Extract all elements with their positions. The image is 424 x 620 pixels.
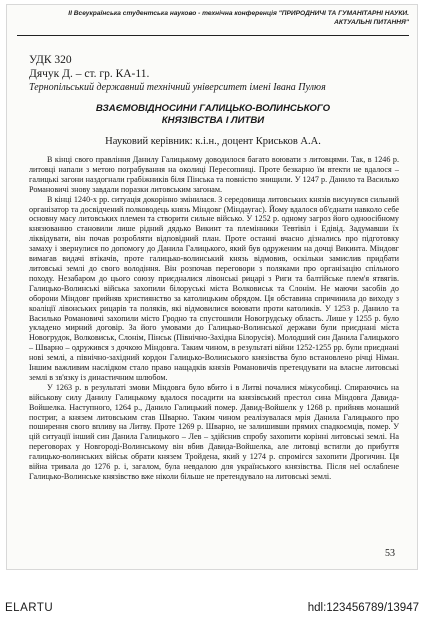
title-line-2: КНЯЗІВСТВА І ЛИТВИ <box>161 115 265 126</box>
article-body <box>29 155 399 482</box>
author-line: Дячук Д. – ст. гр. КА-11. <box>29 68 150 80</box>
page-number: 53 <box>385 548 395 559</box>
conference-banner <box>17 7 409 36</box>
banner-line-2: АКТУАЛЬНІ ПИТАННЯ" <box>334 18 409 26</box>
udk-code: УДК 320 <box>29 54 72 66</box>
affiliation: Тернопільський державний технічний університет імені Івана Пулюя <box>29 82 326 93</box>
repository-name: ELARTU <box>5 602 54 614</box>
banner-line-1: II Всеукраїнська студентська науково - технічна конференція "ПРИРОДНИЧІ ТА ГУМАНІТАРНІ НАУКИ. <box>68 10 409 17</box>
supervisor-line: Науковий керівник: к.і.н., доцент Криськов А.А. <box>105 136 321 147</box>
paper-page <box>6 4 418 570</box>
paragraph-1: В кінці свого правління Данилу Галицькому доводилося багато воювати з литовцями. Так, в 1246 р. литовці напали з метою пограбування на околиці Пересопниці. Проте безкарно їм втекти не вдалося – галицькі загони наздогнали грабіжників біля Пінська та повністю знищили. У 1247 р. Данило та Василько Романовичі знову завдали поразки литовським загонам. <box>29 155 399 194</box>
paragraph-3: У 1263 р. в результаті змови Міндовга було вбито і в Литві почалися міжусобиці. Спираючись на військову силу Данилу Галицькому вдалося посадити на князівський престол сина Міндовга Давида-Войшелка. Наступного, 1264 р., Данило Галицький помер. Давид-Войшелк у 1268 р. прийняв монаший постриг, а князем литовським став Шварно. Таким чином реалізувалася мрія Данила Галицького про поширення свого впливу на Литву. Проте 1269 р. Шварно, не залишивши прямих спадкоємців, помер. У цій ситуації інший син Данила Галицького – Лев – здійснив спробу захопити корінні литовські землі. На переговорах у Новгороді-Волинському він вбив Давида-Войшелка, але литовці встигли до прибуття галицько-волинських військ обрати князем Тройдена, який у 1274 р. спромігся захопити Дрогичин. Ця війна тривала до 1276 р. і, загалом, була невдалою для українського князівства. Після неї ослаблене Галицько-Волинське князівство вже ніколи більше не претендувало на литовські землі. <box>29 382 399 481</box>
article-header <box>29 53 399 94</box>
handle-id: hdl:123456789/13947 <box>307 602 419 614</box>
repository-footer <box>0 598 424 620</box>
title-line-1: ВЗАЄМОВІДНОСИНИ ГАЛИЦЬКО-ВОЛИНСЬКОГО <box>95 103 331 114</box>
paragraph-2: В кінці 1240-х рр. ситуація докорінно змінилася. З середовища литовських князів висунувся сильний організатор та досвідчений полководець князь Міндовг (Міндаугас). Йому вдалося об'єднати навколо себе основну масу литовських племен та створити сильне військо. У 1252 р. одному загроз його одноосібному князюванню становили лише рідний дядько Викинт та племінники Тевтівіл і Едівід. Задумавши їх ліквідувати, він почав розробляти відповідний план. Проте останні вчасно дізнались про підготовку замаху і звернулися по допомогу до Данила Галицького, який був одруженим на дочці Викинта. Міндовг вимагав видачі втікачів, проте галицько-волинський князь відмовив, оскільки замислив придбати литовські землі до свого володіння. Він розпочав переговори з поляками про організацію спільного походу. Незабаром до цього союзу приєдналися лівонські рицарі з Риги та балтійське плем'я ятвягів. Галицько-Волинські війська захопили білоруські міста Волковиськ та Слонім. Не маючи засобів до оборони Міндовг прийняв християнство за католицьким обрядом. Ця обставина спричинила до виходу з коаліції лівонських рицарів та поляків, які відмовилися воювати проти католиків. У 1253 р. Данило та Василько Романовичі захопили місто Гродно та спустошили Новогрудську область. Лише у 1255 р. було укладено мирний договір. За його умовами до Галицько-Волинської держави були приєднані міста Новогрудок, Волковиськ, Слонім, Пінськ (Північно-Західна Білорусія). Молодший син Данила Галицького – Шварно – одружився з дочкою Міндовга. Таким чином, в результаті війни 1252-1255 рр. були приєднані нові землі, а північно-західний кордон Галицько-Волинського князівства було встановлено річці Німан. Іншим важливим наслідком стало право нащадків князів Романовичів претендувати на власне литовські землі в зв'язку із династичним шлюбом. <box>29 194 399 382</box>
article-title <box>23 103 403 127</box>
